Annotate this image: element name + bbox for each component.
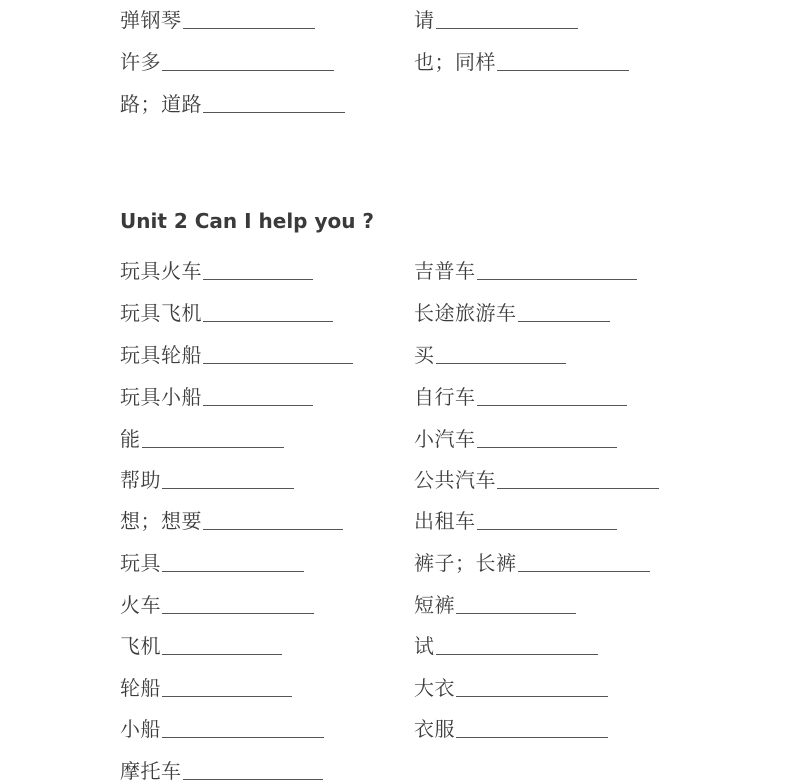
vocab-term: 玩具 (120, 551, 161, 575)
vocab-row (120, 670, 292, 700)
vocab-term: 许多 (120, 50, 161, 74)
vocab-term: 公共汽车 (414, 468, 496, 492)
vocab-term: 小汽车 (414, 427, 476, 451)
vocab-row (120, 711, 324, 741)
vocab-row (120, 545, 304, 575)
vocab-term: 大衣 (414, 676, 455, 700)
vocab-row (120, 86, 345, 116)
vocab-row (120, 421, 284, 451)
vocab-row (414, 379, 627, 409)
answer-blank[interactable] (162, 570, 304, 572)
vocab-term: 帮助 (120, 468, 161, 492)
vocab-row (414, 587, 576, 617)
unit-heading: Unit 2 Can I help you ? (120, 209, 375, 233)
vocab-row (414, 2, 578, 32)
vocab-row (414, 545, 650, 575)
vocab-term: 裤子；长裤 (414, 551, 517, 575)
vocab-term: 小船 (120, 717, 161, 741)
vocab-row (414, 628, 598, 658)
vocab-row (120, 503, 343, 533)
vocab-row (414, 337, 566, 367)
answer-blank[interactable] (497, 487, 659, 489)
answer-blank[interactable] (477, 278, 637, 280)
answer-blank[interactable] (203, 404, 313, 406)
vocab-term: 自行车 (414, 385, 476, 409)
answer-blank[interactable] (162, 695, 292, 697)
vocab-term: 短裤 (414, 593, 455, 617)
vocab-term: 能 (120, 427, 141, 451)
vocab-row (414, 503, 617, 533)
vocab-row (414, 462, 659, 492)
vocab-row (414, 670, 608, 700)
vocab-row (120, 753, 323, 783)
answer-blank[interactable] (497, 69, 629, 71)
answer-blank[interactable] (436, 27, 578, 29)
vocab-row (414, 711, 608, 741)
answer-blank[interactable] (436, 362, 566, 364)
vocab-term: 买 (414, 343, 435, 367)
vocab-row (120, 253, 313, 283)
vocab-term: 玩具飞机 (120, 301, 202, 325)
answer-blank[interactable] (436, 653, 598, 655)
vocab-row (120, 587, 314, 617)
vocab-term: 出租车 (414, 509, 476, 533)
answer-blank[interactable] (183, 27, 315, 29)
vocab-term: 玩具火车 (120, 259, 202, 283)
vocab-row (414, 421, 617, 451)
answer-blank[interactable] (518, 570, 650, 572)
answer-blank[interactable] (183, 778, 323, 780)
vocab-row (414, 44, 629, 74)
vocab-term: 飞机 (120, 634, 161, 658)
vocab-row (120, 295, 333, 325)
vocab-row (414, 253, 637, 283)
answer-blank[interactable] (456, 612, 576, 614)
vocab-term: 想；想要 (120, 509, 202, 533)
answer-blank[interactable] (162, 653, 282, 655)
vocab-term: 请 (414, 8, 435, 32)
vocab-row (120, 628, 282, 658)
answer-blank[interactable] (203, 362, 353, 364)
vocab-term: 也；同样 (414, 50, 496, 74)
vocab-row (120, 462, 294, 492)
vocab-term: 吉普车 (414, 259, 476, 283)
answer-blank[interactable] (162, 736, 324, 738)
vocab-term: 火车 (120, 593, 161, 617)
vocab-term: 弹钢琴 (120, 8, 182, 32)
vocab-term: 长途旅游车 (414, 301, 517, 325)
answer-blank[interactable] (477, 446, 617, 448)
vocab-row (120, 337, 353, 367)
answer-blank[interactable] (477, 404, 627, 406)
answer-blank[interactable] (456, 736, 608, 738)
answer-blank[interactable] (203, 278, 313, 280)
vocab-term: 衣服 (414, 717, 455, 741)
vocab-term: 路；道路 (120, 92, 202, 116)
answer-blank[interactable] (203, 528, 343, 530)
answer-blank[interactable] (203, 320, 333, 322)
answer-blank[interactable] (142, 446, 284, 448)
vocab-term: 摩托车 (120, 759, 182, 783)
answer-blank[interactable] (203, 111, 345, 113)
vocab-term: 轮船 (120, 676, 161, 700)
vocab-row (414, 295, 610, 325)
answer-blank[interactable] (162, 69, 334, 71)
answer-blank[interactable] (518, 320, 610, 322)
vocab-term: 玩具轮船 (120, 343, 202, 367)
vocab-row (120, 44, 334, 74)
answer-blank[interactable] (162, 487, 294, 489)
answer-blank[interactable] (456, 695, 608, 697)
vocab-row (120, 379, 313, 409)
answer-blank[interactable] (477, 528, 617, 530)
vocab-row (120, 2, 315, 32)
vocab-term: 试 (414, 634, 435, 658)
vocab-term: 玩具小船 (120, 385, 202, 409)
answer-blank[interactable] (162, 612, 314, 614)
